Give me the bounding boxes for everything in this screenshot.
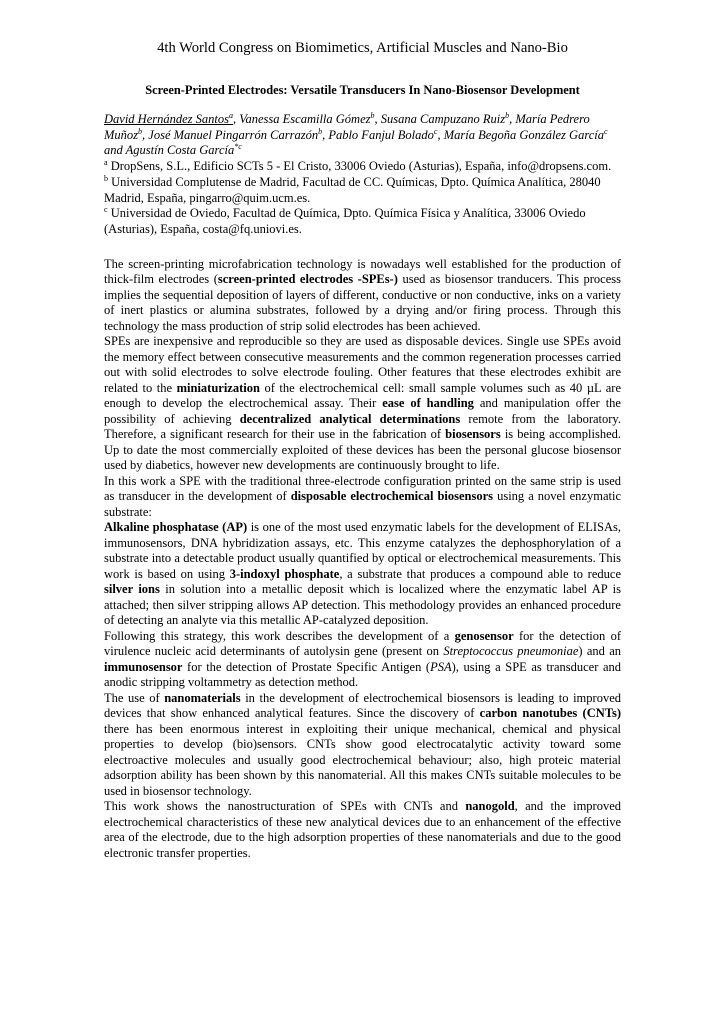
affiliation-text: Universidad Complutense de Madrid, Facultad de CC. Químicas, Dpto. Química Analítica, 28040 Madrid, España, pingarro@quim.ucm.es. [104,174,601,205]
author-name: María Pedrero Muñoz [104,112,590,142]
affiliation [104,206,621,237]
abstract-paragraph [104,520,621,629]
affiliation-mark: c [104,205,108,215]
author-affiliation-mark: b [138,126,143,136]
author-affiliation-mark: c [604,126,608,136]
text-run: is being accomplished. Up to date the most commercially exploited of these devices has been the personal glucose biosensor used by diabetics, however new developments are continuously brought to life. [104,427,621,473]
bold-term: ease of handling [382,396,474,411]
author [126,143,242,157]
paper-page [104,40,621,861]
bold-term: disposable electrochemical biosensors [290,489,494,504]
author-affiliation-mark: b [505,110,510,120]
author [104,112,233,126]
affiliation-mark: b [104,173,108,183]
author-separator: , [374,112,381,126]
author [328,128,437,142]
text-run: of the electrochemical cell: small sample volumes such as 40 µL are enough to develop the electrochemical assay. Their [104,380,621,411]
abstract-body [104,257,621,862]
bold-term: miniaturization [176,380,260,395]
text-run: ) and an [578,644,622,659]
author-name: Pablo Fanjul Bolado [328,127,434,142]
author-affiliation-mark: c [433,126,438,136]
abstract-paragraph [104,334,621,474]
bold-term: silver ions [104,582,160,597]
author-name: Agustín Costa García [125,143,235,158]
affiliation-mark: a [104,157,108,167]
author-name: Susana Campuzano Ruiz [380,112,506,126]
author-name: José Manuel Pingarrón Carrazón [148,127,319,142]
author-separator: , [322,127,329,142]
abstract-paragraph [104,691,621,800]
author-separator: , [142,127,149,142]
text-run: in the development of electrochemical biosensors is leading to improved devices that show enhanced analytical features. Since the discovery of [104,690,621,721]
author [444,128,608,142]
author-separator: and [104,143,126,158]
bold-term: biosensors [445,427,501,442]
text-run: is one of the most used enzymatic labels for the development of ELISAs, immunosensors, DNA hybridization assays, etc. This enzyme catalyzes the dephosphorylation of a substrate into a detectable product usually quantified by optical or electrochemical measurements. This work is based on using [104,520,621,581]
affiliation-list [104,159,621,238]
author-name: David Hernández Santos [104,112,229,126]
author-affiliation-mark: b [370,110,375,120]
text-run: , a substrate that produces a compound able to reduce [339,566,621,581]
bold-term: screen-printed electrodes -SPEs-) [217,272,398,287]
text-run: The screen-printing microfabrication technology is nowadays well established for the production of thick-film electrodes ( [104,256,621,287]
author [239,112,374,126]
text-run: using a novel enzymatic substrate: [104,489,621,519]
bold-term: nanomaterials [164,690,241,705]
text-run: Following this strategy, this work describes the development of a [104,628,455,643]
bold-term: immunosensor [104,659,183,674]
affiliation [104,175,621,206]
abstract-paragraph [104,257,621,335]
paper-title: Screen-Printed Electrodes: Versatile Transducers In Nano-Biosensor Development [145,83,580,97]
italic-term: Streptococcus pneumoniae [443,644,579,659]
affiliation [104,159,621,175]
conference-header: 4th World Congress on Biomimetics, Artificial Muscles and Nano-Bio [157,40,568,56]
affiliation-text: DropSens, S.L., Edificio SCTs 5 - El Cristo, 33006 Oviedo (Asturias), España, info@dropsens.com. [107,159,612,174]
text-run: in solution into a metallic deposit which is localized where the enzymatic label AP is attached; then silver stripping allows AP detection. This methodology provides an enhanced procedure of detecting an analyte via this metallic AP-catalyzed deposition. [104,582,621,628]
abstract-paragraph [104,629,621,691]
author [381,112,509,126]
text-run: , and the improved electrochemical characteristics of these new analytical devices due to an enhancement of the effective area of the electrode, due to the high adsorption properties of these nanomaterials and due to the good electronic transfer properties. [104,799,621,860]
author-affiliation-mark: a [229,110,233,120]
text-run: ), using a SPE as transducer and anodic stripping voltammetry as detection method. [104,659,621,690]
bold-term: decentralized analytical determinations [239,411,461,426]
author [148,128,322,142]
bold-term: carbon nanotubes (CNTs) [479,706,621,721]
bold-term: genosensor [454,628,514,643]
text-run: used as biosensor tranducers. This process implies the sequential deposition of layers of different, conductive or non conductive, inks on a variety of inert plastics or alumina substrates, followed by a drying and/or firing process. Through this technology the mass production of strip solid electrodes has been achieved. [104,272,621,333]
text-run: remote from the laboratory. Therefore, a significant research for their use in the fabrication of [104,411,621,442]
text-run: and manipulation offer the possibility of achieving [104,396,621,426]
affiliation-text: Universidad de Oviedo, Facultad de Química, Dpto. Química Física y Analítica, 33006 Oviedo (Asturias), España, costa@fq.uniovi.es. [104,206,586,236]
author-name: Vanessa Escamilla Gómez [239,112,371,126]
text-run: The use of [104,690,165,705]
abstract-paragraph [104,799,621,861]
text-run: for the detection of Prostate Specific Antigen ( [182,659,431,674]
text-run: for the detection of virulence nucleic acid determinants of autolysin gene (present on [104,628,621,659]
bold-term: Alkaline phosphatase (AP) [104,520,248,535]
author-affiliation-mark: b [318,126,323,136]
text-run: In this work a SPE with the traditional three-electrode configuration printed on the same strip is used as transducer in the development of [104,473,621,504]
text-run: This work shows the nanostructuration of SPEs with CNTs and [104,799,466,814]
italic-term: PSA [430,659,452,674]
bold-term: 3-indoxyl phosphate [229,566,340,581]
author-separator: , [233,112,240,126]
author-affiliation-mark: *c [234,142,242,152]
abstract-paragraph [104,474,621,521]
author-name: María Begoña González García [443,127,604,142]
text-run: there has been enormous interest in exploiting their unique mechanical, chemical and physical properties to develop (bio)sensors. CNTs show good electrocatalytic activity toward some electroactive molecules and usually good electrochemical behaviour; also, high proteic material adsorption ability has been shown by this nanomaterial. All this makes CNTs suitable molecules to be used in biosensor technology. [104,721,621,798]
bold-term: nanogold [465,799,515,814]
text-run: SPEs are inexpensive and reproducible so they are used as disposable devices. Single use SPEs avoid the memory effect between consecutive measurements and the common regeneration processes carried out with solid electrodes to solve electrode fouling. Other features that these electrodes exhibit are related to the [104,334,621,395]
author-separator: , [437,127,444,142]
author-separator: , [509,112,516,126]
author-list [104,112,621,159]
